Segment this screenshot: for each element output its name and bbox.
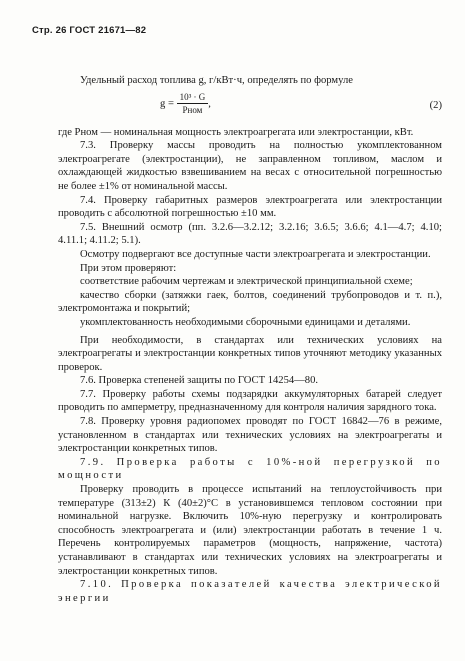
section-7-8: 7.8. Проверку уровня радиопомех проводят по ГОСТ 16842—76 в режиме, установленном в стандартах или технических условиях на электроагрегаты и электростанции конкретных типов. — [58, 416, 442, 455]
section-7-5: 7.5. Внешний осмотр (пп. 3.2.6—3.2.12; 3.2.16; 3.6.5; 3.6.6; 4.1—4.7; 4.10; 4.11.1; 4.11.2; 5.1). — [58, 221, 442, 247]
document-body — [58, 74, 442, 605]
formula-2 — [58, 92, 442, 122]
page-header: Стр. 26 ГОСТ 21671—82 — [32, 25, 147, 36]
section-7-3: 7.3. Проверку массы проводить на полностью укомплектованном электроагрегате (электростанции), не заправленном топливом, маслом и охлаждающей жидкостью взвешиванием на весах с относительной погрешностью не более ±1% от номинальной массы. — [58, 140, 442, 192]
section-7-5-checks-intro: При этом проверяют: — [80, 262, 177, 274]
formula-where: где Pном — номинальная мощность электроагрегата или электростанции, кВт. — [58, 126, 414, 138]
section-7-5-check-completeness: укомплектованность необходимыми сборочными единицами и деталями. — [80, 316, 411, 328]
section-7-10-heading: 7.10. Проверка показателей качества электрической энергии — [58, 579, 442, 604]
formula-tail: , — [208, 98, 211, 110]
formula-denominator: Pном — [182, 104, 203, 115]
formula-fraction — [177, 92, 209, 116]
section-7-7: 7.7. Проверку работы схемы подзарядки аккумуляторных батарей следует проводить по амперметру, предназначенному для контроля наличия зарядного тока. — [58, 388, 442, 414]
formula-lhs: g = — [160, 98, 174, 110]
section-7-6: 7.6. Проверка степеней защиты по ГОСТ 14254—80. — [80, 375, 319, 387]
section-7-5-inspection: Осмотру подвергают все доступные части электроагрегата и электростанции. — [80, 248, 431, 260]
formula-expression — [160, 92, 211, 116]
section-7-5-note: При необходимости, в стандартах или технических условиях на электроагрегаты и электростанции конкретных типов уточняют методику указанных проверок. — [58, 334, 442, 373]
section-7-5-check-assembly: качество сборки (затяжки гаек, болтов, соединений трубопроводов и т. п.), электромонтажа и покрытий; — [58, 289, 442, 315]
section-7-4: 7.4. Проверку габаритных размеров электроагрегата или электростанции проводить с абсолютной погрешностью ±10 мм. — [58, 194, 442, 220]
formula-number: (2) — [429, 99, 442, 111]
formula-numerator: 10³ · G — [177, 92, 209, 104]
formula-intro: Удельный расход топлива g, г/кВт·ч, определять по формуле — [80, 75, 353, 86]
section-7-5-check-drawings: соответствие рабочим чертежам и электрической принципиальной схеме; — [80, 276, 413, 288]
section-7-9-text: Проверку проводить в процессе испытаний на теплоустойчивость при температуре (313±2) К (40±2)°С в установившемся тепловом состоянии при номинальной нагрузке. Включить 10%-ную перегрузку и контролировать способность электроагрегата и (или) электростанции работать в течение 1 ч. Перечень контролируемых параметров (мощность, напряжение, частота) устанавливают в стандартах или технических условиях на электроагрегаты и электростанции конкретных типов. — [58, 484, 442, 577]
section-7-9-heading: 7.9. Проверка работы с 10%-ной перегрузкой по мощности — [58, 456, 442, 482]
